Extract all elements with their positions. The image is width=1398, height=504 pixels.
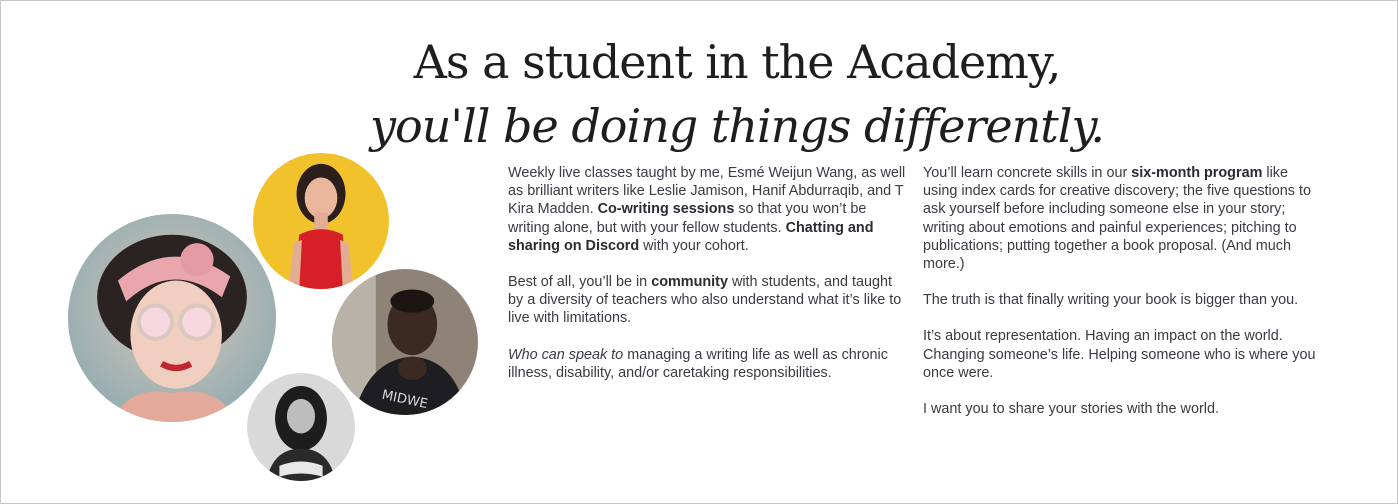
teachers-paragraph bbox=[508, 346, 908, 382]
classes-paragraph bbox=[508, 164, 908, 255]
portrait-pink-headband-icon bbox=[68, 214, 276, 422]
text-segment: Weekly live classes bbox=[508, 165, 633, 181]
text-segment: with your cohort. bbox=[639, 237, 749, 254]
right-text-column bbox=[923, 164, 1323, 436]
community-paragraph bbox=[508, 273, 908, 328]
text-segment: managing a writing life as well as chronic illness, disability, and/or caretaking responsibilities. bbox=[508, 346, 888, 381]
left-text-column bbox=[508, 164, 908, 400]
co-writing-highlight: Co-writing sessions bbox=[597, 201, 735, 218]
share-stories-paragraph: I want you to share your stories with the world. bbox=[923, 401, 1219, 418]
portrait-red-dress-icon bbox=[253, 153, 389, 289]
svg-text:MIDWE: MIDWE bbox=[380, 387, 430, 413]
skills-paragraph bbox=[923, 164, 1323, 273]
text-segment: taught by me, Esmé Weijun Wang, as well as brilliant writers like Leslie Jamison, Hanif Abdurraqib, and T Kira Madden. bbox=[508, 165, 906, 218]
discord-highlight: Chatting and sharing on Discord bbox=[508, 219, 874, 254]
six-month-program-highlight: six-month program bbox=[1131, 165, 1263, 181]
text-segment: Best of all, you’ll be in bbox=[508, 274, 652, 291]
headline-line-2: you'll be doing things differently. bbox=[370, 99, 1104, 154]
text-segment: with students, and taught by a diversity of teachers who also understand what it’s like to live with limitations. bbox=[508, 274, 902, 327]
headline-line-1: As a student in the Academy, bbox=[413, 35, 1061, 90]
portrait-man-hoodie-icon bbox=[332, 269, 478, 415]
esme-portrait-photo bbox=[68, 214, 276, 422]
portrait-bw-woman-icon bbox=[247, 373, 355, 481]
emphasis-text: Who can speak to bbox=[508, 346, 624, 363]
hanif-portrait-photo bbox=[332, 269, 478, 415]
text-segment: so that you won’t be writing alone, but with your fellow students. bbox=[508, 201, 867, 236]
text-segment: like using index cards for creative discovery; the five questions to ask yourself before including someone else in your story; writing about emotions and painful experiences; pitching to publications; putting together a book proposal. (And much more.) bbox=[923, 165, 1311, 273]
representation-paragraph: It’s about representation. Having an impact on the world. Changing someone’s life. Helping someone who is where you once were. bbox=[923, 328, 1316, 381]
leslie-portrait-photo bbox=[253, 153, 389, 289]
teacher-photos bbox=[1, 1, 501, 504]
community-highlight: community bbox=[651, 274, 728, 291]
kira-portrait-photo bbox=[247, 373, 355, 481]
truth-paragraph: The truth is that finally writing your book is bigger than you. bbox=[923, 292, 1299, 309]
text-segment: You’ll learn concrete skills in our bbox=[923, 165, 1132, 181]
